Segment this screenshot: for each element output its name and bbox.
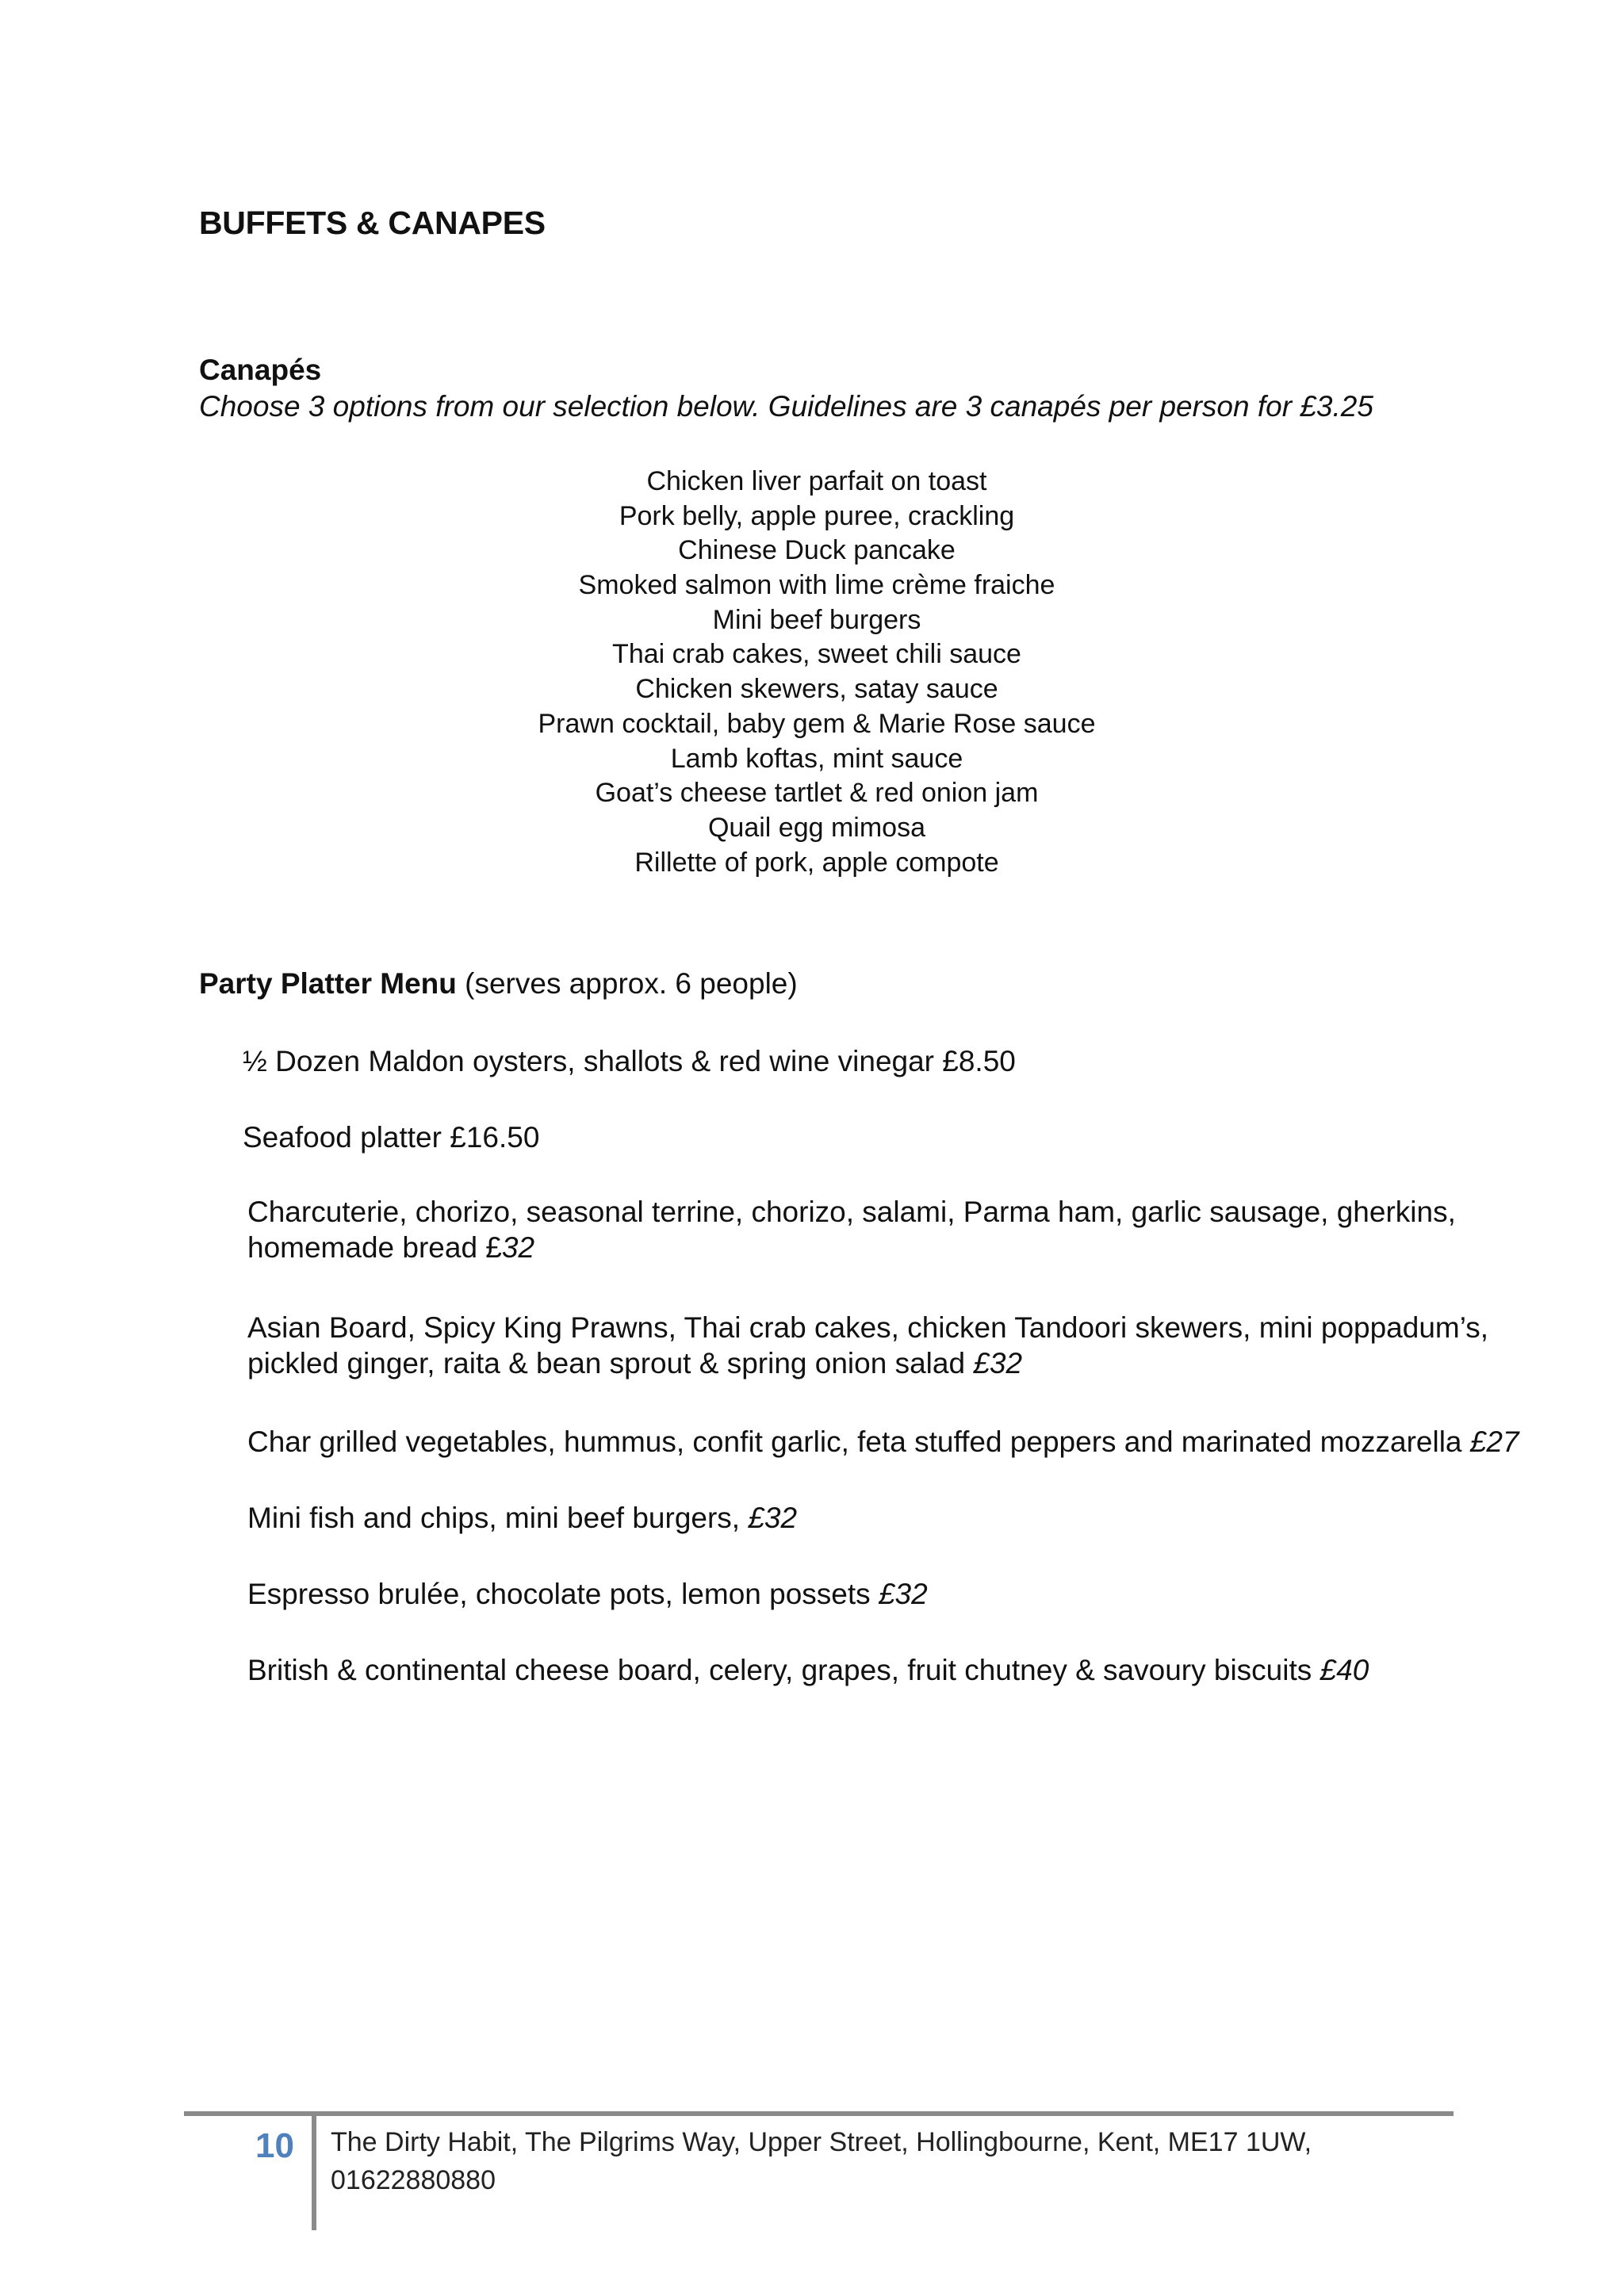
canape-item: Prawn cocktail, baby gem & Marie Rose sauce — [538, 708, 1096, 739]
platter-item-text-line2 — [247, 1230, 1456, 1265]
platter-heading-note: (serves approx. 6 people) — [456, 967, 798, 1000]
canape-item: Goat’s cheese tartlet & red onion jam — [595, 778, 1039, 809]
canape-item: Chinese Duck pancake — [678, 535, 956, 566]
platter-item-price: £32 — [878, 1578, 928, 1610]
canape-item: Mini beef burgers — [712, 604, 921, 635]
platter-item-desserts — [247, 1576, 928, 1612]
canapes-intro: Choose 3 options from our selection below. Guidelines are 3 canapés per person for £3.25 — [199, 390, 1373, 423]
platter-item-oysters — [243, 1043, 1016, 1079]
footer-rule — [184, 2111, 1454, 2116]
footer-address — [331, 2123, 1457, 2199]
platter-item-price: £27 — [1469, 1425, 1519, 1458]
platter-heading-title: Party Platter Menu — [199, 967, 457, 1000]
canape-item: Thai crab cakes, sweet chili sauce — [612, 639, 1021, 670]
canape-item: Rillette of pork, apple compote — [634, 847, 999, 878]
canape-item: Chicken liver parfait on toast — [646, 466, 987, 496]
platter-item-price: £32 — [973, 1347, 1023, 1380]
platter-item-price: £32 — [748, 1502, 798, 1534]
footer-address-line1: The Dirty Habit, The Pilgrims Way, Upper Street, Hollingbourne, Kent, ME17 1UW, — [331, 2127, 1312, 2157]
platter-item-text: Seafood platter £16.50 — [243, 1121, 540, 1154]
canape-item: Chicken skewers, satay sauce — [635, 674, 998, 705]
footer-divider — [312, 2116, 316, 2230]
platter-item-text: Espresso brulée, chocolate pots, lemon possets — [247, 1578, 879, 1610]
platter-item-text: British & continental cheese board, celery, grapes, fruit chutney & savoury biscuits — [247, 1654, 1320, 1686]
platter-item-asian-board — [247, 1310, 1488, 1381]
platter-heading — [199, 967, 798, 1001]
canape-item: Pork belly, apple puree, crackling — [619, 500, 1015, 531]
platter-item-text: Asian Board, Spicy King Prawns, Thai crab cakes, chicken Tandoori skewers, mini poppadum’s, — [247, 1311, 1489, 1344]
platter-item-text: Char grilled vegetables, hummus, confit garlic, feta stuffed peppers and marinated mozzarella — [247, 1425, 1470, 1458]
page-number: 10 — [255, 2126, 294, 2165]
platter-item-seafood — [243, 1119, 539, 1155]
platter-item-price: 32 — [501, 1231, 535, 1264]
platter-item-price: £40 — [1320, 1654, 1369, 1686]
canape-list — [0, 465, 1624, 880]
canapes-heading: Canapés — [199, 354, 322, 386]
platter-item-text: Mini fish and chips, mini beef burgers, — [247, 1502, 749, 1534]
page-title: BUFFETS & CANAPES — [199, 205, 546, 241]
platter-item-fish-and-chips — [247, 1500, 797, 1536]
platter-item-cheese-board — [247, 1652, 1369, 1688]
canape-item: Smoked salmon with lime crème fraiche — [578, 570, 1055, 601]
canape-item: Quail egg mimosa — [707, 812, 925, 843]
platter-item-vegetables — [247, 1424, 1519, 1460]
platter-item-text: ½ Dozen Maldon oysters, shallots & red wine vinegar £8.50 — [243, 1045, 1016, 1077]
canape-item: Lamb koftas, mint sauce — [670, 743, 963, 774]
platter-item-text2: pickled ginger, raita & bean sprout & spring onion salad — [247, 1347, 974, 1380]
platter-item-text2: homemade bread £ — [247, 1231, 502, 1264]
platter-item-text: Charcuterie, chorizo, seasonal terrine, chorizo, salami, Parma ham, garlic sausage, gherkins, — [247, 1196, 1456, 1228]
platter-item-text-line2 — [247, 1345, 1488, 1381]
footer-address-line2: 01622880880 — [331, 2165, 496, 2195]
platter-item-charcuterie — [247, 1194, 1456, 1265]
